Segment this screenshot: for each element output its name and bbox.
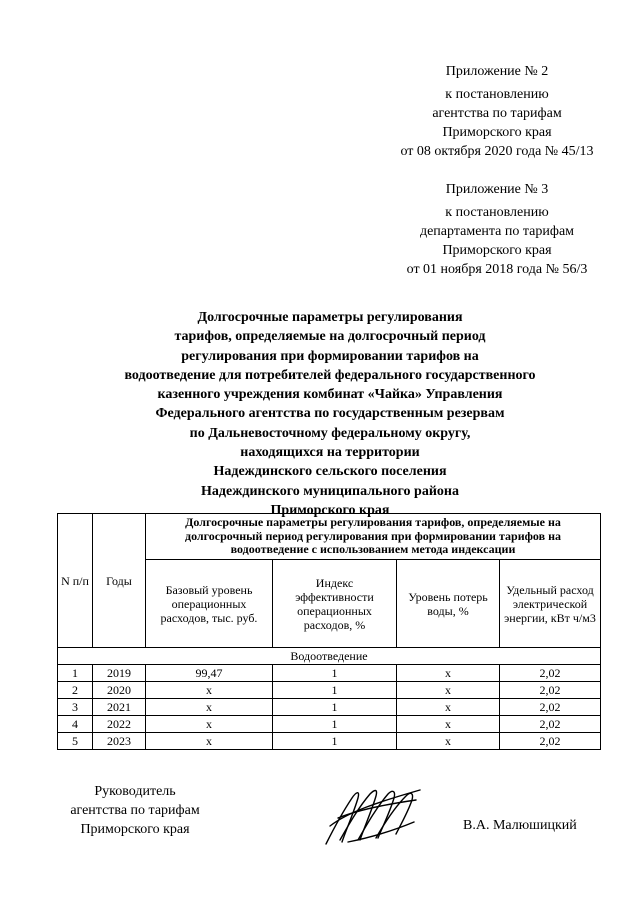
cell-water-losses: х [397, 699, 500, 716]
appendix-2-line: Приморского края [442, 125, 552, 140]
appendix-3-block [392, 180, 602, 279]
cell-energy-consumption: 2,02 [500, 716, 601, 733]
appendix-2-line: агентства по тарифам [432, 106, 562, 121]
cell-year: 2021 [93, 699, 146, 716]
table-row [58, 665, 601, 682]
cell-base-expenses: 99,47 [146, 665, 273, 682]
cell-base-expenses: х [146, 682, 273, 699]
cell-water-losses: х [397, 682, 500, 699]
header-base-expenses: Базовый уровень операционных расходов, тыс. руб. [146, 560, 273, 648]
table-row [58, 682, 601, 699]
cell-efficiency-index: 1 [273, 733, 397, 750]
header-years: Годы [93, 514, 146, 648]
cell-base-expenses: х [146, 716, 273, 733]
signature-scribble-icon [318, 782, 428, 850]
appendix-2-title: Приложение № 2 [445, 64, 549, 79]
cell-number: 1 [58, 665, 93, 682]
title-line: Надеждинского муниципального района [201, 483, 459, 499]
cell-number: 3 [58, 699, 93, 716]
signer-position-line: агентства по тарифам [70, 803, 200, 818]
parameters-table [57, 513, 601, 750]
cell-energy-consumption: 2,02 [500, 699, 601, 716]
table-row [58, 716, 601, 733]
cell-energy-consumption: 2,02 [500, 665, 601, 682]
cell-efficiency-index: 1 [273, 682, 397, 699]
title-line: казенного учреждения комбинат «Чайка» Управления [157, 387, 503, 403]
title-line: тарифов, определяемые на долгосрочный период [174, 329, 486, 345]
appendix-2-line: к постановлению [445, 87, 549, 102]
title-line: находящихся на территории [240, 445, 420, 461]
cell-energy-consumption: 2,02 [500, 733, 601, 750]
appendix-3-line: Приморского края [442, 243, 552, 258]
appendix-2-line: от 08 октября 2020 года № 45/13 [400, 144, 594, 159]
cell-number: 2 [58, 682, 93, 699]
appendix-3-title: Приложение № 3 [445, 182, 549, 197]
cell-number: 4 [58, 716, 93, 733]
title-line: Приморского края [270, 502, 390, 518]
title-line: регулирования при формировании тарифов на [181, 348, 479, 364]
appendix-3-line: от 01 ноября 2018 года № 56/3 [406, 262, 588, 277]
title-line: Надеждинского сельского поселения [213, 464, 447, 480]
header-energy-consumption: Удельный расход электрической энергии, кВт ч/м3 [500, 560, 601, 648]
cell-year: 2020 [93, 682, 146, 699]
cell-number: 5 [58, 733, 93, 750]
cell-base-expenses: х [146, 733, 273, 750]
appendix-3-line: департамента по тарифам [419, 224, 575, 239]
title-line: Долгосрочные параметры регулирования [197, 310, 463, 325]
cell-water-losses: х [397, 716, 500, 733]
cell-year: 2023 [93, 733, 146, 750]
cell-efficiency-index: 1 [273, 716, 397, 733]
title-line: Федерального агентства по государственным резервам [155, 406, 505, 422]
appendix-3-line: к постановлению [445, 205, 549, 220]
cell-year: 2019 [93, 665, 146, 682]
table-row [58, 699, 601, 716]
signer-name: В.А. Малюшицкий [463, 818, 577, 833]
cell-energy-consumption: 2,02 [500, 682, 601, 699]
signer-position-line: Руководитель [94, 784, 176, 799]
cell-efficiency-index: 1 [273, 699, 397, 716]
title-line: водоотведение для потребителей федерального государственного [124, 367, 536, 383]
header-group: Долгосрочные параметры регулирования тарифов, определяемые на долгосрочный период регулирования при формировании тарифов на водоотведение с использованием метода индексации [146, 514, 601, 560]
header-number: N п/п [58, 514, 93, 648]
header-efficiency-index: Индекс эффективности операционных расходов, % [273, 560, 397, 648]
appendix-2-block [392, 62, 602, 161]
cell-water-losses: х [397, 665, 500, 682]
signer-position [70, 782, 200, 839]
signer-position-line: Приморского края [80, 822, 190, 837]
cell-year: 2022 [93, 716, 146, 733]
cell-base-expenses: х [146, 699, 273, 716]
table-row [58, 733, 601, 750]
header-water-losses: Уровень потерь воды, % [397, 560, 500, 648]
document-title [60, 308, 600, 520]
cell-water-losses: х [397, 733, 500, 750]
title-line: по Дальневосточному федеральному округу, [189, 425, 471, 441]
section-row: Водоотведение [58, 648, 601, 665]
cell-efficiency-index: 1 [273, 665, 397, 682]
